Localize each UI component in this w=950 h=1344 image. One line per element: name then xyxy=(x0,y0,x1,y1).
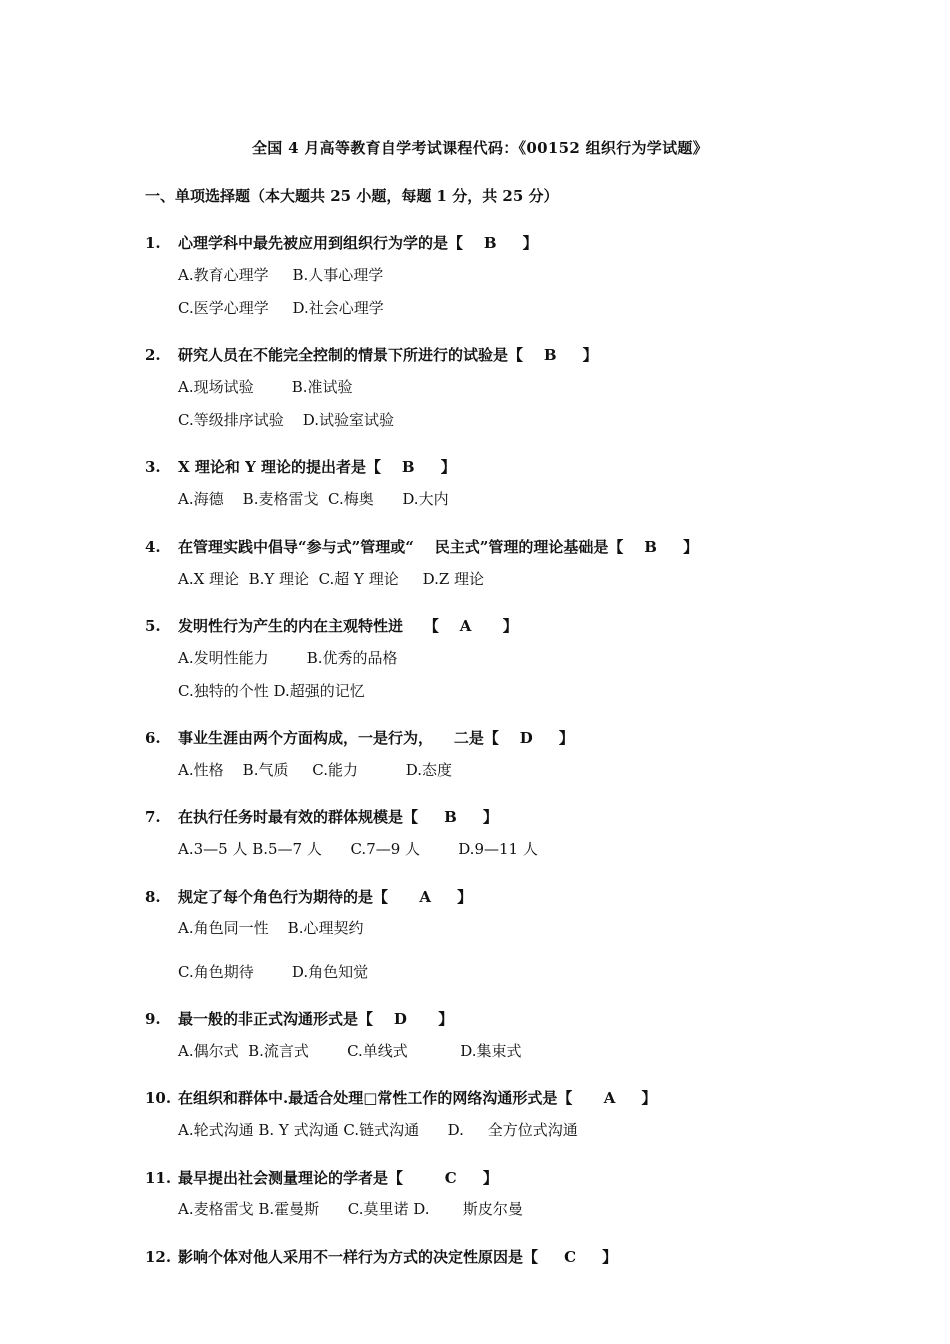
question-12 xyxy=(145,1246,617,1267)
question-text: X 理论和 Y 理论的提出者是【 B 】 xyxy=(178,458,456,476)
question-text: 最一般的非正式沟通形式是【 D 】 xyxy=(178,1010,454,1028)
question-text: 在组织和群体中.最适合处理□常性工作的网络沟通形式是【 A 】 xyxy=(178,1089,657,1107)
question-6-options-line-1: A.性格 B.气质 C.能力 D.态度 xyxy=(178,761,452,779)
question-number: 11. xyxy=(145,1169,172,1187)
question-number: 9. xyxy=(145,1010,161,1028)
question-text: 在执行任务时最有效的群体规模是【 B 】 xyxy=(178,808,498,826)
section-heading: 一、单项选择题（本大题共 25 小题，每题 1 分，共 25 分） xyxy=(145,187,559,205)
question-text: 规定了每个角色行为期待的是【 A 】 xyxy=(178,888,473,906)
question-text: 在管理实践中倡导“参与式”管理或“ 民主式”管理的理论基础是【 B 】 xyxy=(178,538,699,556)
question-6 xyxy=(145,727,574,748)
question-8-options-line-2: C.角色期待 D.角色知觉 xyxy=(178,963,369,981)
question-4-options-line-1: A.X 理论 B.Y 理论 C.超 Y 理论 D.Z 理论 xyxy=(178,570,485,588)
question-4 xyxy=(145,536,698,557)
question-text: 心理学科中最先被应用到组织行为学的是【 B 】 xyxy=(178,234,538,252)
question-2-options-line-1: A.现场试验 B.准试验 xyxy=(178,378,353,396)
question-10 xyxy=(145,1087,656,1108)
question-number: 4. xyxy=(145,538,161,556)
question-11 xyxy=(145,1167,498,1188)
question-1-options-line-2: C.医学心理学 D.社会心理学 xyxy=(178,299,384,317)
question-text: 发明性行为产生的内在主观特性迸 【 A 】 xyxy=(178,617,518,635)
question-text: 最早提出社会测量理论的学者是【 C 】 xyxy=(178,1169,498,1187)
question-2 xyxy=(145,344,598,365)
question-5 xyxy=(145,615,518,636)
question-1-options-line-1: A.教育心理学 B.人事心理学 xyxy=(178,266,384,284)
question-number: 6. xyxy=(145,729,161,747)
question-11-options-line-1: A.麦格雷戈 B.霍曼斯 C.莫里诺 D. 斯皮尔曼 xyxy=(178,1200,523,1218)
question-7-options-line-1: A.3—5 人 B.5—7 人 C.7—9 人 D.9—11 人 xyxy=(178,840,538,858)
question-9-options-line-1: A.偶尔式 B.流言式 C.单线式 D.集束式 xyxy=(178,1042,522,1060)
question-number: 2. xyxy=(145,346,161,364)
question-8-options-line-1: A.角色同一性 B.心理契约 xyxy=(178,919,364,937)
document-title: 全国 4 月高等教育自学考试课程代码：《00152 组织行为学试题》 xyxy=(252,139,708,157)
question-text: 影响个体对他人采用不一样行为方式的决定性原因是【 C 】 xyxy=(178,1248,618,1266)
question-2-options-line-2: C.等级排序试验 D.试验室试验 xyxy=(178,411,395,429)
question-text: 事业生涯由两个方面构成，一是行为， 二是【 D 】 xyxy=(178,729,574,747)
question-1 xyxy=(145,232,538,253)
question-10-options-line-1: A.轮式沟通 B. Y 式沟通 C.链式沟通 D. 全方位式沟通 xyxy=(178,1121,578,1139)
question-8 xyxy=(145,886,472,907)
question-5-options-line-2: C.独特的个性 D.超强的记忆 xyxy=(178,682,365,700)
question-3 xyxy=(145,456,456,477)
question-7 xyxy=(145,806,498,827)
question-number: 1. xyxy=(145,234,161,252)
question-number: 8. xyxy=(145,888,161,906)
question-9 xyxy=(145,1008,453,1029)
question-text: 研究人员在不能完全控制的情景下所进行的试验是【 B 】 xyxy=(178,346,598,364)
question-number: 5. xyxy=(145,617,161,635)
question-number: 12. xyxy=(145,1248,172,1266)
question-3-options-line-1: A.海德 B.麦格雷戈 C.梅奥 D.大内 xyxy=(178,490,449,508)
question-5-options-line-1: A.发明性能力 B.优秀的品格 xyxy=(178,649,398,667)
question-number: 10. xyxy=(145,1089,172,1107)
question-number: 3. xyxy=(145,458,161,476)
question-number: 7. xyxy=(145,808,161,826)
